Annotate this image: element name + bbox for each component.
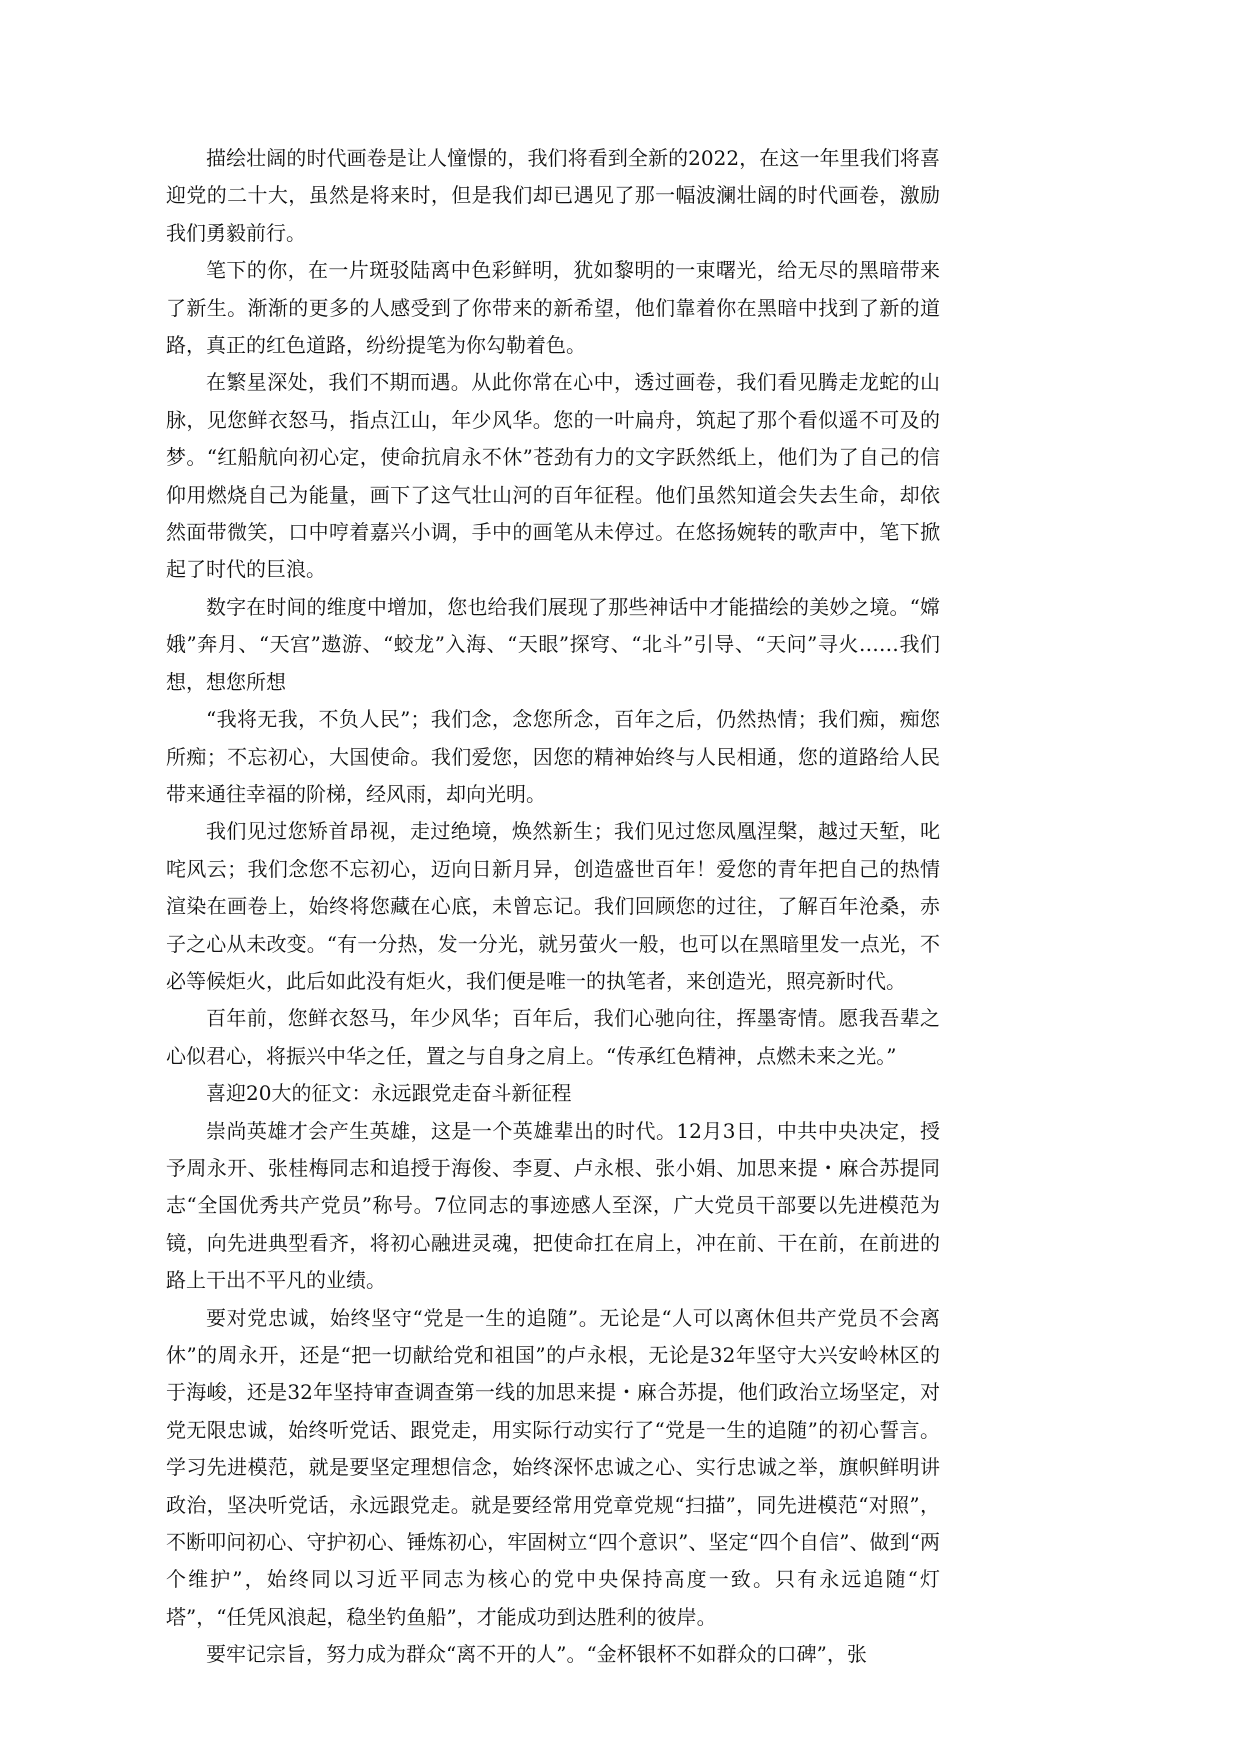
paragraph: 描绘壮阔的时代画卷是让人憧憬的，我们将看到全新的2022，在这一年里我们将喜迎党的二十大，虽然是将来时，但是我们却已遇见了那一幅波澜壮阔的时代画卷，激励我们勇毅前行。 <box>166 146 940 245</box>
paragraph: “我将无我，不负人民”；我们念，念您所念，百年之后，仍然热情；我们痴，痴您所痴；不忘初心，大国使命。我们爱您，因您的精神始终与人民相通，您的道路给人民带来通往幸福的阶梯，经风雨，却向光明。 <box>166 707 940 806</box>
paragraph: 要牢记宗旨，努力成为群众“离不开的人”。“金杯银杯不如群众的口碑”，张 <box>206 1642 867 1667</box>
section-heading: 喜迎20大的征文：永远跟党走奋斗新征程 <box>206 1081 572 1106</box>
paragraph: 笔下的你，在一片斑驳陆离中色彩鲜明，犹如黎明的一束曙光，给无尽的黑暗带来了新生。渐渐的更多的人感受到了你带来的新希望，他们靠着你在黑暗中找到了新的道路，真正的红色道路，纷纷提笔为你勾勒着色。 <box>166 258 940 358</box>
paragraph: 我们见过您矫首昂视，走过绝境，焕然新生；我们见过您凤凰涅槃，越过天堑，叱咤风云；我们念您不忘初心，迈向日新月异，创造盛世百年！爱您的青年把自己的热情渲染在画卷上，始终将您藏在心底，未曾忘记。我们回顾您的过往，了解百年沧桑，赤子之心从未改变。“有一分热，发一分光，就另萤火一般，也可以在黑暗里发一点光，不必等候炬火，此后如此没有炬火，我们便是唯一的执笔者，来创造光，照亮新时代。 <box>166 819 940 993</box>
paragraph: 数字在时间的维度中增加，您也给我们展现了那些神话中才能描绘的美妙之境。“嫦娥”奔月、“天宫”遨游、“蛟龙”入海、“天眼”探穹、“北斗”引导、“天问”寻火……我们想，想您所想 <box>166 594 940 694</box>
paragraph: 要对党忠诚，始终坚守“党是一生的追随”。无论是“人可以离休但共产党员不会离休”的周永开，还是“把一切献给党和祖国”的卢永根，无论是32年坚守大兴安岭林区的于海峻，还是32年坚持审查调查第一线的加思来提・麻合苏提，他们政治立场坚定，对党无限忠诚，始终听党话、跟党走，用实际行动实行了“党是一生的追随”的初心誓言。学习先进模范，就是要坚定理想信念，始终深怀忠诚之心、实行忠诚之举，旗帜鲜明讲政治，坚决听党话，永远跟党走。就是要经常用党章党规“扫描”，同先进模范“对照”，不断叩问初心、守护初心、锤炼初心，牢固树立“四个意识”、坚定“四个自信”、做到“两个维护”，始终同以习近平同志为核心的党中央保持高度一致。只有永远追随“灯塔”，“任凭风浪起，稳坐钓鱼船”，才能成功到达胜利的彼岸。 <box>166 1305 940 1629</box>
paragraph: 百年前，您鲜衣怒马，年少风华；百年后，我们心驰向往，挥墨寄情。愿我吾辈之心似君心，将振兴中华之任，置之与自身之肩上。“传承红色精神，点燃未来之光。” <box>166 1006 940 1068</box>
paragraph: 崇尚英雄才会产生英雄，这是一个英雄辈出的时代。12月3日，中共中央决定，授予周永开、张桂梅同志和追授于海俊、李夏、卢永根、张小娟、加思来提・麻合苏提同志“全国优秀共产党员”称号。7位同志的事迹感人至深，广大党员干部要以先进模范为镜，向先进典型看齐，将初心融进灵魂，把使命扛在肩上，冲在前、干在前，在前进的路上干出不平凡的业绩。 <box>166 1118 940 1293</box>
document-page <box>166 140 940 1674</box>
paragraph: 在繁星深处，我们不期而遇。从此你常在心中，透过画卷，我们看见腾走龙蛇的山脉，见您鲜衣怒马，指点江山，年少风华。您的一叶扁舟，筑起了那个看似遥不可及的梦。“红船航向初心定，使命抗肩永不休”苍劲有力的文字跃然纸上，他们为了自己的信仰用燃烧自己为能量，画下了这气壮山河的百年征程。他们虽然知道会失去生命，却依然面带微笑，口中哼着嘉兴小调，手中的画笔从未停过。在悠扬婉转的歌声中，笔下掀起了时代的巨浪。 <box>166 370 940 582</box>
